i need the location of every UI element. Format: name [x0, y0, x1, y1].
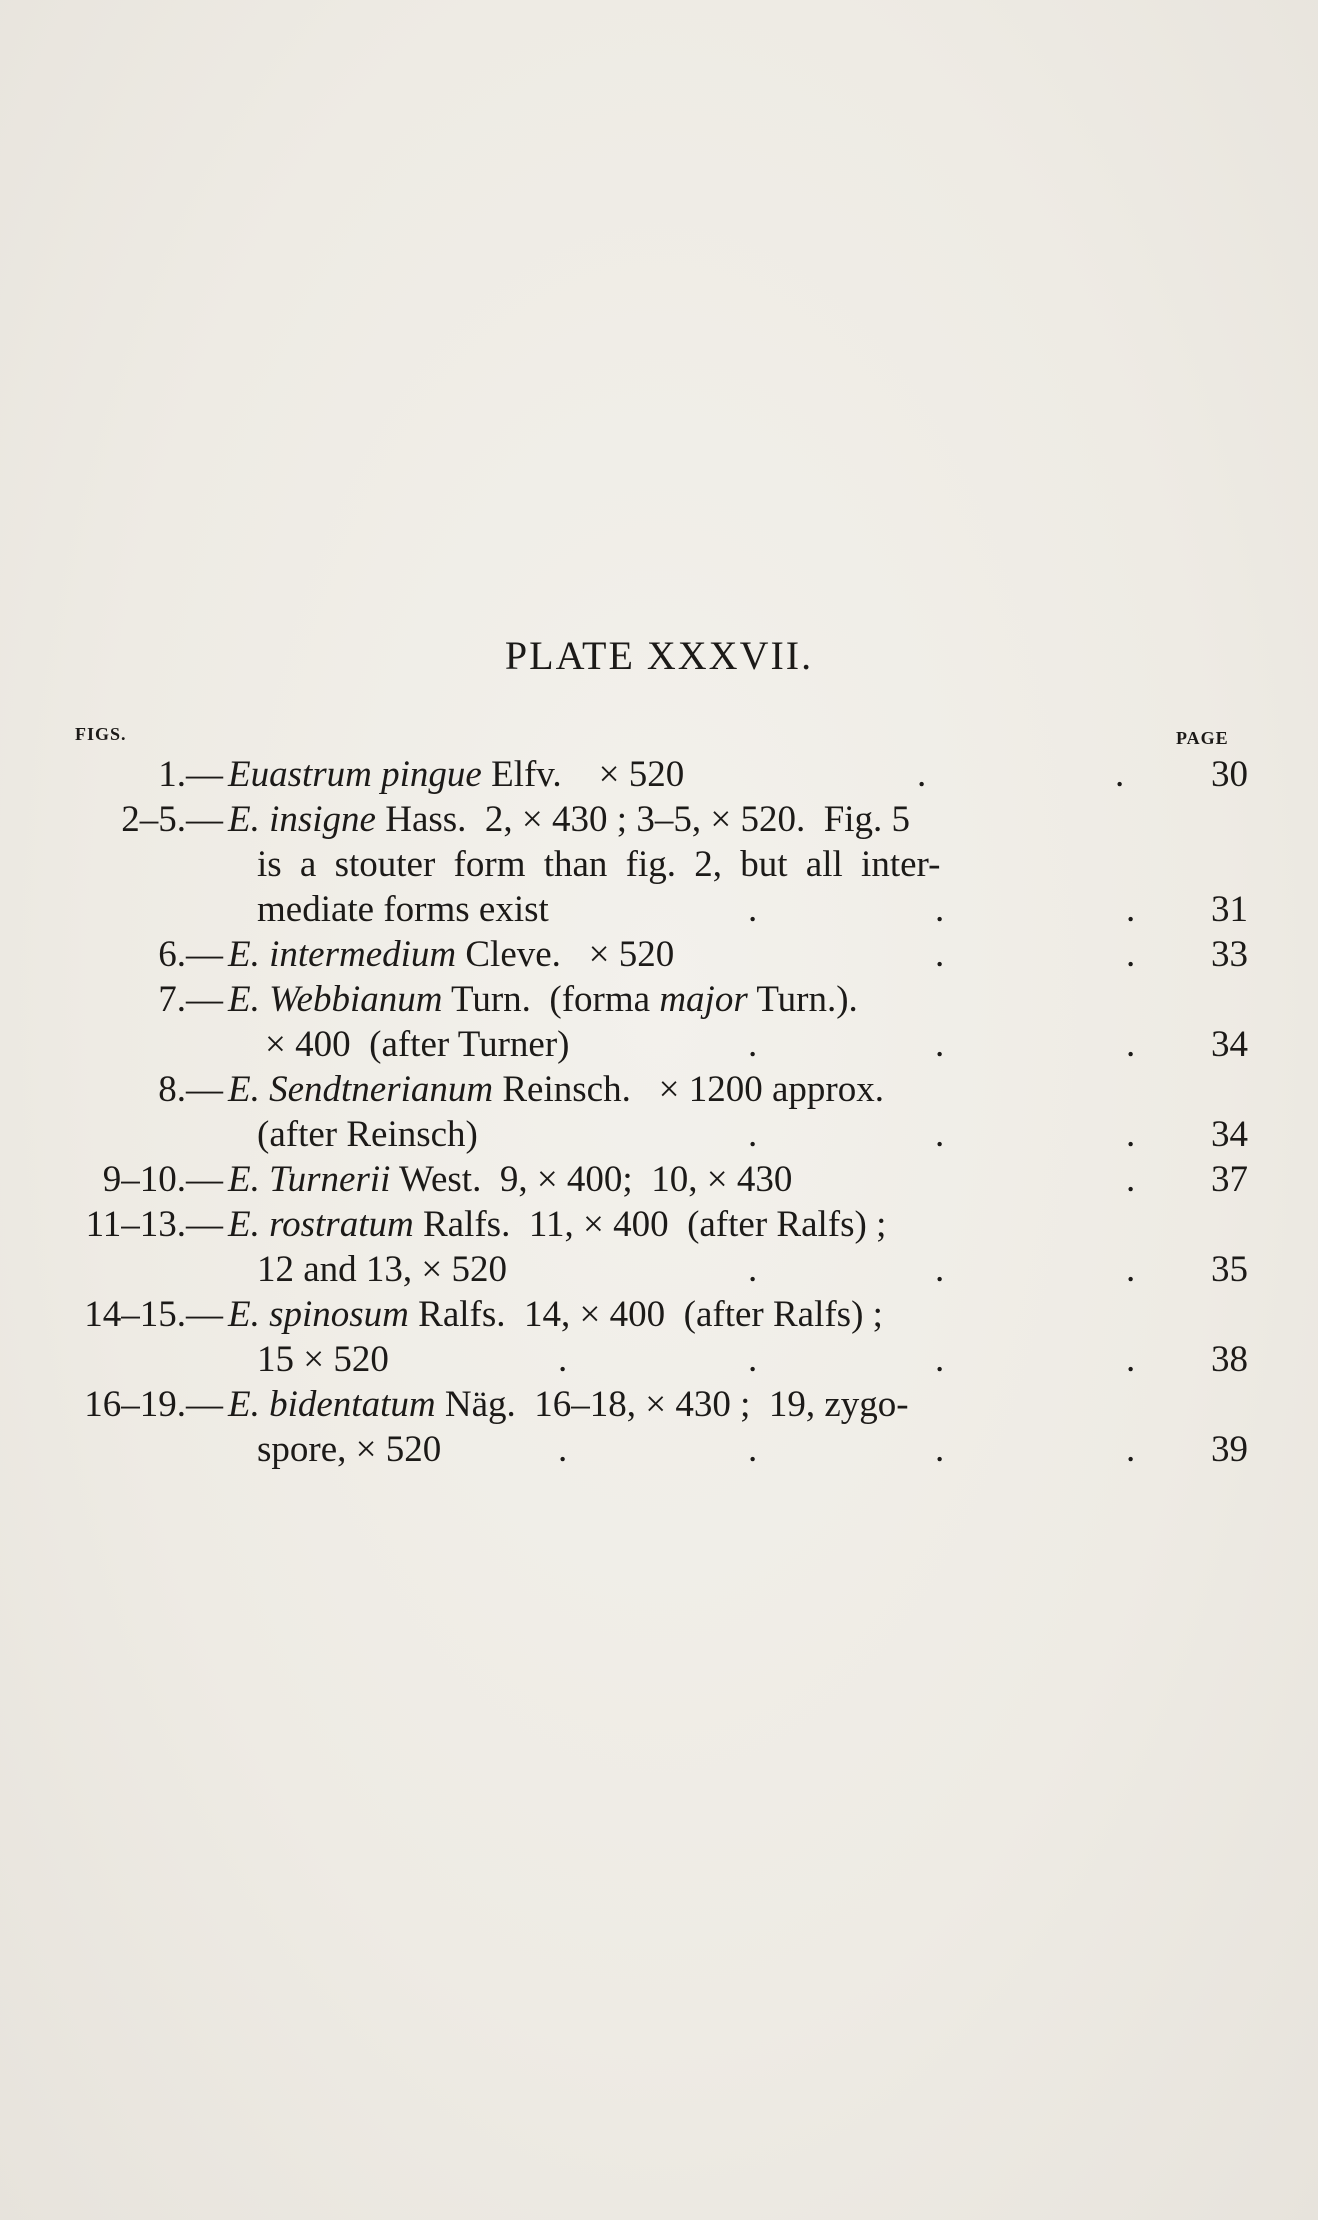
entry-description: Cleve. × 520	[456, 934, 675, 975]
leader-dot: .	[935, 934, 945, 975]
entry-description: Näg. 16–18, × 430 ; 19, zygo-	[435, 1384, 909, 1425]
plate-entry-row	[0, 1292, 1318, 1337]
plate-entry-continuation	[0, 1247, 1318, 1292]
entry-description: Ralfs. 14, × 400 (after Ralfs) ;	[408, 1294, 883, 1335]
figure-number: 1.—	[158, 754, 223, 795]
figure-number: 8.—	[158, 1069, 223, 1110]
figure-number: 16–19.—	[84, 1384, 223, 1425]
entry-text	[228, 752, 684, 797]
leader-dot: .	[917, 754, 927, 795]
page-number: 38	[1211, 1339, 1248, 1380]
entry-description: Turn. (forma	[442, 979, 660, 1020]
page-number: 34	[1211, 1024, 1248, 1065]
species-name: E. insigne	[228, 799, 376, 840]
page-column-header: PAGE	[1176, 728, 1229, 748]
entry-text-line: 15 × 520	[257, 1339, 389, 1380]
leader-dot: .	[748, 1249, 758, 1290]
entry-text	[228, 977, 858, 1022]
figure-number: 11–13.—	[85, 1204, 223, 1245]
leader-dot: .	[748, 1429, 758, 1470]
plate-entry-row	[0, 932, 1318, 977]
figure-number: 14–15.—	[84, 1294, 223, 1335]
species-name: E. spinosum	[228, 1294, 409, 1335]
figure-number: 2–5.—	[121, 799, 223, 840]
plate-entry-row	[0, 1382, 1318, 1427]
plate-entry-continuation	[0, 1337, 1318, 1382]
leader-dot: .	[558, 1429, 568, 1470]
forma-name: major	[659, 979, 748, 1020]
entry-text	[228, 1382, 909, 1427]
species-name: Euastrum pingue	[228, 754, 482, 795]
page-number: 30	[1211, 754, 1248, 795]
species-name: E. Webbianum	[228, 979, 443, 1020]
plate-entry-row	[0, 1202, 1318, 1247]
leader-dot: .	[1126, 1159, 1136, 1200]
leader-dot: .	[748, 889, 758, 930]
plate-entry-continuation	[0, 1427, 1318, 1472]
leader-dot: .	[1126, 1339, 1136, 1380]
entry-text-line: (after Reinsch)	[257, 1114, 478, 1155]
page-number: 34	[1211, 1114, 1248, 1155]
entry-text	[228, 1157, 792, 1202]
leader-dot: .	[748, 1024, 758, 1065]
page-number: 39	[1211, 1429, 1248, 1470]
figure-number: 9–10.—	[102, 1159, 223, 1200]
plate-entry-row	[0, 797, 1318, 842]
leader-dot: .	[935, 1429, 945, 1470]
page-number: 37	[1211, 1159, 1248, 1200]
plate-entry-row	[0, 1067, 1318, 1112]
species-name: E. bidentatum	[228, 1384, 436, 1425]
entry-text	[228, 797, 910, 842]
entry-description: Reinsch. × 1200 approx.	[493, 1069, 884, 1110]
plate-entry-row	[0, 1157, 1318, 1202]
figure-number: 7.—	[158, 979, 223, 1020]
page-number: 35	[1211, 1249, 1248, 1290]
leader-dot: .	[1115, 754, 1125, 795]
leader-dot: .	[935, 1024, 945, 1065]
entry-text-line: spore, × 520	[257, 1429, 442, 1470]
leader-dot: .	[935, 889, 945, 930]
entry-description: Hass. 2, × 430 ; 3–5, × 520. Fig. 5	[375, 799, 911, 840]
leader-dot: .	[935, 1114, 945, 1155]
plate-entry-continuation	[0, 1112, 1318, 1157]
plate-entry-continuation	[0, 887, 1318, 932]
leader-dot: .	[748, 1114, 758, 1155]
plate-entry-continuation	[0, 842, 1318, 887]
entry-text	[228, 1292, 883, 1337]
leader-dot: .	[558, 1339, 568, 1380]
plate-entry-continuation	[0, 1022, 1318, 1067]
plate-entry-row	[0, 977, 1318, 1022]
entry-text-line: mediate forms exist	[257, 889, 549, 930]
entry-text	[228, 1202, 886, 1247]
entry-description: Ralfs. 11, × 400 (after Ralfs) ;	[413, 1204, 887, 1245]
entry-description: West. 9, × 400; 10, × 430	[390, 1159, 793, 1200]
entry-description: Turn.).	[747, 979, 858, 1020]
leader-dot: .	[748, 1339, 758, 1380]
species-name: E. Turnerii	[228, 1159, 391, 1200]
species-name: E. intermedium	[228, 934, 457, 975]
figs-column-header: FIGS.	[75, 724, 127, 744]
species-name: E. Sendtnerianum	[228, 1069, 494, 1110]
entry-text	[228, 1067, 884, 1112]
figure-number: 6.—	[158, 934, 223, 975]
leader-dot: .	[1126, 934, 1136, 975]
entry-text-line: × 400 (after Turner)	[265, 1024, 570, 1065]
page-number: 33	[1211, 934, 1248, 975]
leader-dot: .	[1126, 1249, 1136, 1290]
entry-description: Elfv. × 520	[481, 754, 685, 795]
page-number: 31	[1211, 889, 1248, 930]
plate-entry-row	[0, 752, 1318, 797]
leader-dot: .	[1126, 1024, 1136, 1065]
leader-dot: .	[935, 1249, 945, 1290]
leader-dot: .	[935, 1339, 945, 1380]
entry-text-line: is a stouter form than fig. 2, but all inter-	[257, 844, 941, 885]
plate-title: PLATE XXXVII.	[504, 633, 814, 678]
species-name: E. rostratum	[228, 1204, 414, 1245]
leader-dot: .	[1126, 889, 1136, 930]
leader-dot: .	[1126, 1429, 1136, 1470]
leader-dot: .	[1126, 1114, 1136, 1155]
entry-text	[228, 932, 674, 977]
entry-text-line: 12 and 13, × 520	[257, 1249, 508, 1290]
